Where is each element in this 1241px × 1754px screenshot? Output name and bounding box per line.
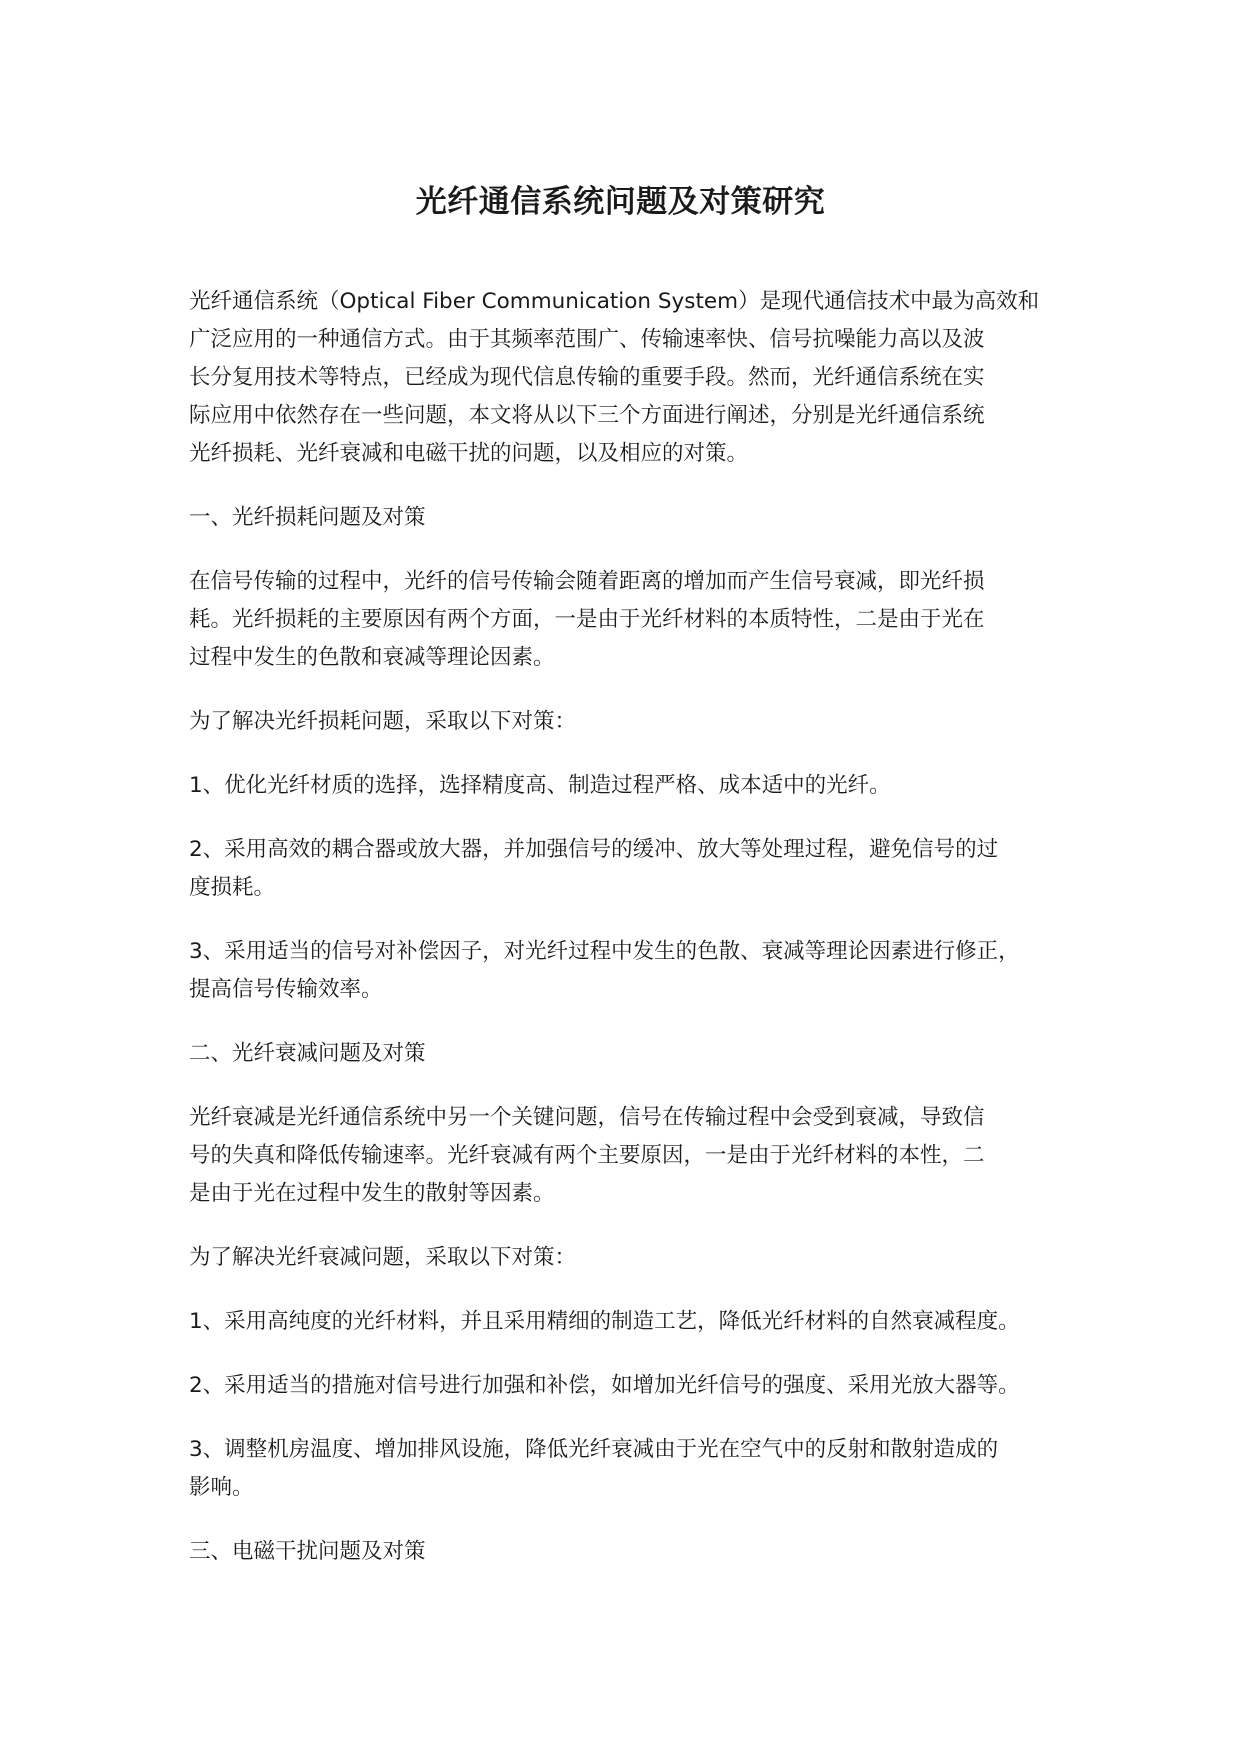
section1-item-2-line-1: 2、采用高效的耦合器或放大器，并加强信号的缓冲、放大等处理过程，避免信号的过: [189, 837, 999, 862]
section2-para-line-1: 光纤衰减是光纤通信系统中另一个关键问题，信号在传输过程中会受到衰减，导致信: [189, 1105, 985, 1130]
section-heading-3: 三、电磁干扰问题及对策: [189, 1539, 426, 1564]
intro-line-4: 际应用中依然存在一些问题，本文将从以下三个方面进行阐述，分别是光纤通信系统: [189, 403, 985, 428]
section2-measures-intro: 为了解决光纤衰减问题，采取以下对策：: [189, 1245, 577, 1270]
section2-item-1: 1、采用高纯度的光纤材料，并且采用精细的制造工艺，降低光纤材料的自然衰减程度。: [189, 1309, 1020, 1334]
section1-para-line-3: 过程中发生的色散和衰减等理论因素。: [189, 645, 555, 670]
intro-line-3: 长分复用技术等特点，已经成为现代信息传输的重要手段。然而，光纤通信系统在实: [189, 365, 985, 390]
section1-measures-intro: 为了解决光纤损耗问题，采取以下对策：: [189, 709, 577, 734]
section2-para-line-2: 号的失真和降低传输速率。光纤衰减有两个主要原因，一是由于光纤材料的本性，二: [189, 1143, 985, 1168]
section2-para-line-3: 是由于光在过程中发生的散射等因素。: [189, 1181, 555, 1206]
section1-para-line-1: 在信号传输的过程中，光纤的信号传输会随着距离的增加而产生信号衰减，即光纤损: [189, 569, 985, 594]
section-heading-1: 一、光纤损耗问题及对策: [189, 505, 426, 530]
section1-item-3-line-2: 提高信号传输效率。: [189, 977, 383, 1002]
section1-item-2-line-2: 度损耗。: [189, 875, 276, 900]
section1-para-line-2: 耗。光纤损耗的主要原因有两个方面，一是由于光纤材料的本质特性，二是由于光在: [189, 607, 985, 632]
section1-item-1: 1、优化光纤材质的选择，选择精度高、制造过程严格、成本适中的光纤。: [189, 773, 891, 798]
section1-item-3-line-1: 3、采用适当的信号对补偿因子，对光纤过程中发生的色散、衰减等理论因素进行修正，: [189, 939, 1020, 964]
section2-item-2: 2、采用适当的措施对信号进行加强和补偿，如增加光纤信号的强度、采用光放大器等。: [189, 1373, 1020, 1398]
intro-line-5: 光纤损耗、光纤衰减和电磁干扰的问题，以及相应的对策。: [189, 441, 749, 466]
document-title: 光纤通信系统问题及对策研究: [415, 184, 826, 220]
intro-line-2: 广泛应用的一种通信方式。由于其频率范围广、传输速率快、信号抗噪能力高以及波: [189, 327, 985, 352]
section-heading-2: 二、光纤衰减问题及对策: [189, 1041, 426, 1066]
intro-line-1: 光纤通信系统（Optical Fiber Communication System）是现代通信技术中最为高效和: [189, 289, 1040, 314]
section2-item-3-line-2: 影响。: [189, 1475, 254, 1500]
section2-item-3-line-1: 3、调整机房温度、增加排风设施，降低光纤衰减由于光在空气中的反射和散射造成的: [189, 1437, 999, 1462]
